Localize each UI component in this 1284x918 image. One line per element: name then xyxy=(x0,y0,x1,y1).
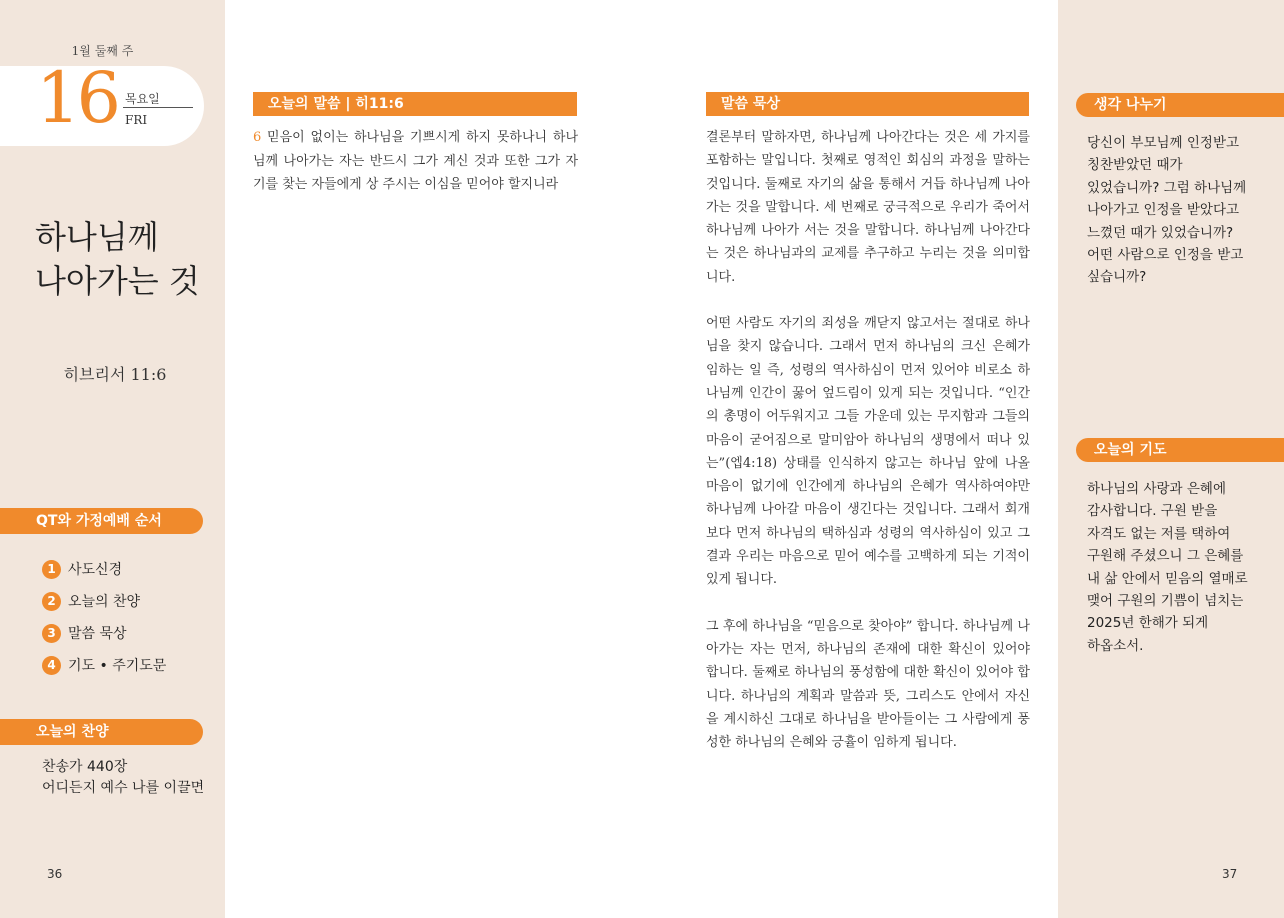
order-item-label: 말씀 묵상 xyxy=(68,626,127,642)
order-list xyxy=(42,553,166,681)
meditation-paragraph: 그 후에 하나님을 “믿음으로 찾아야” 합니다. 하나님께 나아가는 자는 먼저, 하나님의 존재에 대한 확신이 있어야 합니다. 둘째로 하나님의 풍성함에 대한 확신이 있어야 합니다. 하나님의 계획과 말씀과 뜻, 그리스도 안에서 자신을 계시하신 그대로 하나님을 받아들이는 그 사람에게 풍성한 하나님의 은혜와 긍휼이 임하게 됩니다. xyxy=(706,618,1030,751)
title-line-2: 나아가는 것 xyxy=(35,262,200,300)
prayer-line: 구원해 주셨으니 그 은혜를 xyxy=(1087,548,1244,565)
share-line: 나아가고 인정을 받았다고 xyxy=(1087,202,1240,219)
meditation-paragraph: 어떤 사람도 자기의 죄성을 깨닫지 않고서는 절대로 하나님을 찾지 않습니다. 그래서 먼저 하나님의 크신 은혜가 임하는 일 즉, 성령의 역사하심이 먼저 있어야 비로소 하나님께 인간이 꿇어 엎드림이 있게 되는 것입니다. “인간의 총명이 어두워지고 그들 가운데 있는 무지함과 그들의 마음이 굳어짐으로 말미암아 하나님의 생명에서 떠나 있는”(엡4:18) 상태를 인식하지 않고는 하나님 앞에 나올 마음이 없기에 인간에게 하나님의 은혜가 역사하여야만 하나님께 나아갈 마음이 생긴다는 것입니다. 그래서 회개보다 먼저 하나님의 택하심과 성령의 역사하심이 있고 그 결과 우리는 마음으로 믿어 예수를 고백하게 되는 기적이 있게 됩니다. xyxy=(706,316,1030,588)
order-item xyxy=(42,617,166,649)
day-number: 16 xyxy=(36,57,118,139)
share-text xyxy=(1087,132,1257,289)
prayer-line: 하나님의 사랑과 은혜에 xyxy=(1087,481,1226,497)
prayer-title: 오늘의 기도 xyxy=(1076,438,1284,462)
verse-number: 6 xyxy=(253,130,262,145)
meditation-body xyxy=(706,126,1030,777)
share-line: 느꼈던 때가 있었습니까? xyxy=(1087,224,1234,241)
prayer-line: 감사합니다. 구원 받을 xyxy=(1087,503,1218,520)
page-title xyxy=(35,215,220,303)
date-divider xyxy=(123,107,193,108)
scripture-reference: 히브리서 11:6 xyxy=(63,365,167,384)
prayer-line: 2025년 한해가 되게 xyxy=(1087,615,1209,632)
meditation-paragraph: 결론부터 말하자면, 하나님께 나아간다는 것은 세 가지를 포함하는 말입니다. 첫째로 영적인 회심의 과정을 말하는 것입니다. 둘째로 자기의 삶을 통해서 거듭 하나님께 나아가는 것을 말합니다. 세 번째로 궁극적으로 우리가 죽어서 하나님께 나아가 서는 것을 말합니다. 하나님께 나아간다는 것은 하나님과의 교제를 추구하고 누리는 것을 의미합니다. xyxy=(706,130,1030,285)
order-item-label: 사도신경 xyxy=(68,562,123,578)
verse-body: 믿음이 없이는 하나님을 기쁘시게 하지 못하나니 하나님께 나아가는 자는 반드시 그가 계신 것과 또한 그가 자기를 찾는 자들에게 상 주시는 이심을 믿어야 할지니라 xyxy=(253,130,578,192)
title-line-1: 하나님께 xyxy=(35,218,159,256)
prayer-line: 하옵소서. xyxy=(1087,637,1144,654)
share-line: 어떤 사람으로 인정을 받고 xyxy=(1087,247,1244,264)
meditation-header: 말씀 묵상 xyxy=(706,92,1029,116)
week-label: 1월 둘째 주 xyxy=(71,44,134,58)
prayer-line: 맺어 구원의 기쁨이 넘치는 xyxy=(1087,593,1244,610)
hymn-number: 찬송가 440장 xyxy=(42,759,128,775)
prayer-line: 자격도 없는 저를 택하여 xyxy=(1087,525,1231,542)
page-number-right: 37 xyxy=(1222,867,1238,881)
order-number-badge: 2 xyxy=(42,592,61,611)
order-item xyxy=(42,649,166,681)
hymn-title: 오늘의 찬양 xyxy=(0,719,203,745)
order-number-badge: 1 xyxy=(42,560,61,579)
hymn-name: 어디든지 예수 나를 이끌면 xyxy=(42,780,205,796)
page-number-left: 36 xyxy=(47,867,63,881)
prayer-text xyxy=(1087,478,1257,657)
weekday-english: FRI xyxy=(125,113,148,127)
word-header: 오늘의 말씀 | 히11:6 xyxy=(253,92,577,116)
hymn-text xyxy=(42,757,204,799)
weekday-korean: 목요일 xyxy=(125,92,160,106)
share-line: 칭찬받았던 때가 xyxy=(1087,157,1183,174)
order-number-badge: 3 xyxy=(42,624,61,643)
order-item-label: 기도 • 주기도문 xyxy=(68,658,167,674)
order-item xyxy=(42,585,166,617)
share-line: 있었습니까? 그럼 하나님께 xyxy=(1087,179,1247,196)
order-number-badge: 4 xyxy=(42,656,61,675)
share-line: 당신이 부모님께 인정받고 xyxy=(1087,135,1240,151)
order-title: QT와 가정예배 순서 xyxy=(0,508,203,534)
share-title: 생각 나누기 xyxy=(1076,93,1284,117)
prayer-line: 내 삶 안에서 믿음의 열매로 xyxy=(1087,570,1248,587)
order-item-label: 오늘의 찬양 xyxy=(68,594,141,610)
verse-text xyxy=(253,126,578,197)
share-line: 싶습니까? xyxy=(1087,269,1147,286)
order-item xyxy=(42,553,166,585)
